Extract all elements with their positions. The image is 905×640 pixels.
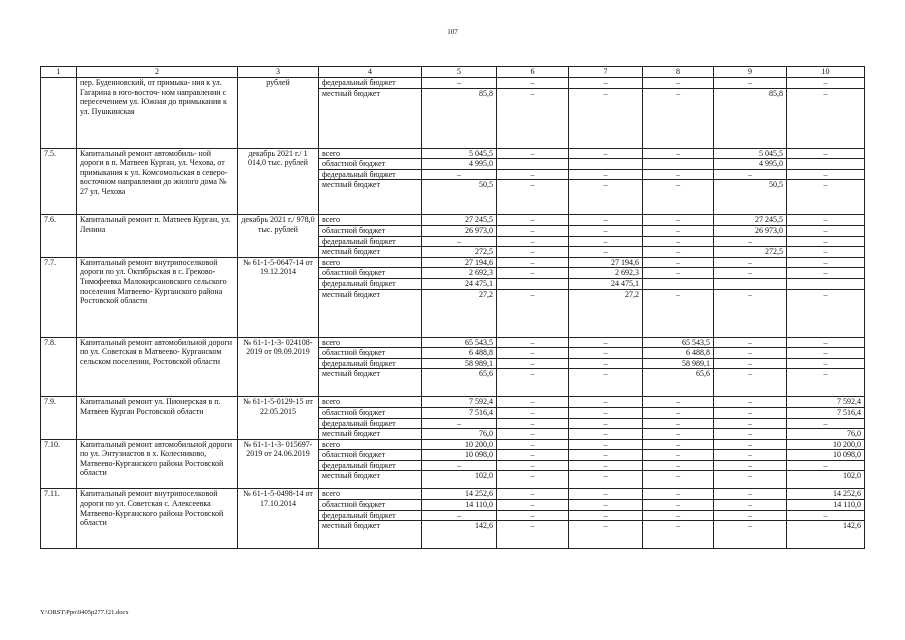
item-number: 7.7. [41,257,77,337]
amount-cell [643,278,714,289]
amount-cell: – [714,337,787,348]
amount-cell: 85,8 [422,88,497,148]
item-name: Капитальный ремонт внутрипоселковой дороги по ул. Советская с. Алексеевка Матвеево-Курганского района Ростовской области [77,489,238,549]
amount-cell: – [569,247,643,258]
document-info: декабрь 2021 г./ 1 014,0 тыс. рублей [238,148,319,215]
amount-cell: 102,0 [422,471,497,489]
amount-cell: – [643,180,714,215]
amount-cell [787,278,865,289]
amount-cell: 7 516,4 [422,407,497,418]
amount-cell: – [714,407,787,418]
amount-cell: – [569,439,643,450]
table-row [41,78,865,89]
amount-cell: – [497,289,569,337]
amount-cell: – [787,169,865,180]
amount-cell: 27 194,6 [569,257,643,268]
amount-cell: 14 252,6 [422,489,497,500]
amount-cell: 65 543,5 [422,337,497,348]
funding-source: местный бюджет [319,521,422,549]
funding-source: областной бюджет [319,348,422,359]
item-name: Капитальный ремонт автомобильной дороги по ул. Советская в Матвеево- Курганском сельском поселении, Ростовской области [77,337,238,397]
amount-cell: – [569,471,643,489]
amount-cell: – [787,369,865,397]
amount-cell: – [497,78,569,89]
column-number: 6 [497,67,569,78]
column-number: 7 [569,67,643,78]
funding-source: всего [319,257,422,268]
amount-cell: – [643,169,714,180]
amount-cell: – [714,450,787,461]
amount-cell: – [569,369,643,397]
funding-source: федеральный бюджет [319,460,422,471]
table-row [41,337,865,348]
amount-cell: – [643,225,714,236]
amount-cell: – [643,500,714,511]
amount-cell: – [714,236,787,247]
amount-cell: – [787,225,865,236]
document-info: № 61-1-1-3- 024108-2019 от 09.09.2019 [238,337,319,397]
amount-cell: – [569,521,643,549]
amount-cell: – [497,418,569,429]
amount-cell: – [569,358,643,369]
funding-source: областной бюджет [319,225,422,236]
column-header-row [41,67,865,78]
amount-cell: – [422,418,497,429]
amount-cell: – [643,148,714,159]
funding-source: федеральный бюджет [319,236,422,247]
amount-cell: – [497,257,569,268]
funding-source: всего [319,337,422,348]
document-info: рублей [238,78,319,149]
amount-cell: – [714,78,787,89]
amount-cell: – [422,510,497,521]
amount-cell: – [422,169,497,180]
table-row [41,148,865,159]
amount-cell: – [497,348,569,359]
amount-cell: 10 200,0 [787,439,865,450]
amount-cell: – [714,268,787,279]
table-row [41,397,865,408]
amount-cell: – [714,257,787,268]
funding-source: федеральный бюджет [319,358,422,369]
amount-cell: – [497,460,569,471]
amount-cell: – [714,289,787,337]
amount-cell: – [643,471,714,489]
amount-cell: 65 543,5 [643,337,714,348]
amount-cell: – [569,500,643,511]
page-number: 107 [447,28,458,36]
amount-cell: – [497,407,569,418]
amount-cell: – [643,289,714,337]
amount-cell: – [787,247,865,258]
amount-cell: – [497,236,569,247]
amount-cell: – [714,471,787,489]
funding-source: всего [319,215,422,226]
amount-cell: 2 692,3 [422,268,497,279]
amount-cell: – [497,180,569,215]
amount-cell: – [497,429,569,440]
amount-cell: – [714,429,787,440]
amount-cell: – [787,180,865,215]
amount-cell: – [497,88,569,148]
document-info: декабрь 2021 г./ 978,0 тыс. рублей [238,215,319,257]
amount-cell: 26 973,0 [714,225,787,236]
amount-cell: 4 995,0 [422,159,497,170]
amount-cell: 142,6 [787,521,865,549]
item-number: 7.6. [41,215,77,257]
item-name: Капитальный ремонт п. Матвеев Курган, ул. Ленина [77,215,238,257]
amount-cell: 58 989,1 [422,358,497,369]
column-number: 3 [238,67,319,78]
amount-cell: – [643,460,714,471]
funding-source: местный бюджет [319,471,422,489]
amount-cell: – [569,450,643,461]
amount-cell: – [569,489,643,500]
amount-cell: 6 488,8 [422,348,497,359]
funding-source: областной бюджет [319,268,422,279]
funding-source: местный бюджет [319,88,422,148]
column-number: 9 [714,67,787,78]
amount-cell: – [569,215,643,226]
amount-cell: – [714,460,787,471]
funding-source: областной бюджет [319,159,422,170]
amount-cell: – [714,439,787,450]
amount-cell: – [497,450,569,461]
document-info: № 61-1-5-0498-14 от 17.10.2014 [238,489,319,549]
funding-source: федеральный бюджет [319,510,422,521]
file-path-footer: Y:\ORST\Ppo\0405p277.f21.docx [40,609,129,616]
amount-cell: 142,6 [422,521,497,549]
amount-cell: 76,0 [422,429,497,440]
amount-cell: 50,5 [714,180,787,215]
amount-cell: 2 692,3 [569,268,643,279]
amount-cell: 7 516,4 [787,407,865,418]
amount-cell [497,159,569,170]
amount-cell: 24 475,1 [569,278,643,289]
amount-cell: 27 194,6 [422,257,497,268]
amount-cell: – [643,439,714,450]
amount-cell: – [787,510,865,521]
amount-cell [569,159,643,170]
amount-cell: – [497,225,569,236]
amount-cell: 27,2 [569,289,643,337]
amount-cell: 5 045,5 [422,148,497,159]
table-row [41,215,865,226]
amount-cell: 4 995,0 [714,159,787,170]
amount-cell: 27,2 [422,289,497,337]
document-info: № 61-1-5-0647-14 от 19.12.2014 [238,257,319,337]
amount-cell: – [497,215,569,226]
amount-cell: – [787,358,865,369]
amount-cell: – [569,148,643,159]
table-row [41,439,865,450]
amount-cell: – [714,489,787,500]
amount-cell: – [497,337,569,348]
amount-cell: – [497,510,569,521]
amount-cell: – [497,169,569,180]
amount-cell: 27 245,5 [422,215,497,226]
funding-source: областной бюджет [319,407,422,418]
amount-cell: – [787,236,865,247]
funding-source: федеральный бюджет [319,169,422,180]
amount-cell: – [422,236,497,247]
item-name: Капитальный ремонт автомобильной дороги по ул. Энтузиастов в х. Колесниково, Матвеево-Курганского района Ростовской области [77,439,238,489]
amount-cell: – [643,429,714,440]
amount-cell: – [643,215,714,226]
amount-cell: 272,5 [422,247,497,258]
table-row [41,489,865,500]
amount-cell: – [569,337,643,348]
amount-cell: 10 098,0 [422,450,497,461]
funding-source: местный бюджет [319,429,422,440]
amount-cell: – [643,247,714,258]
amount-cell: 27 245,5 [714,215,787,226]
item-name: Капитальный ремонт автомобиль- ной дороги в п. Матвеев Курган, ул. Чехова, от примыкания к ул. Комсомольская в северо- восточном направлении до жилого дома № 27 ул. Чехова [77,148,238,215]
column-number: 10 [787,67,865,78]
amount-cell: – [497,268,569,279]
amount-cell: – [714,169,787,180]
amount-cell: – [787,78,865,89]
amount-cell: – [497,521,569,549]
amount-cell: 14 110,0 [422,500,497,511]
amount-cell: – [497,489,569,500]
funding-source: федеральный бюджет [319,78,422,89]
amount-cell: – [787,215,865,226]
amount-cell: – [714,500,787,511]
item-number: 7.11. [41,489,77,549]
amount-cell: – [714,521,787,549]
amount-cell: 6 488,8 [643,348,714,359]
amount-cell: 50,5 [422,180,497,215]
item-number: 7.9. [41,397,77,439]
column-number: 5 [422,67,497,78]
amount-cell: – [497,358,569,369]
amount-cell [497,278,569,289]
funding-source: всего [319,148,422,159]
amount-cell: – [643,510,714,521]
amount-cell: – [569,236,643,247]
funding-source: местный бюджет [319,289,422,337]
amount-cell: – [643,397,714,408]
amount-cell: 7 592,4 [787,397,865,408]
amount-cell: 14 110,0 [787,500,865,511]
amount-cell: – [497,369,569,397]
amount-cell: – [787,337,865,348]
amount-cell: 5 045,5 [714,148,787,159]
funding-source: местный бюджет [319,369,422,397]
amount-cell: – [569,169,643,180]
amount-cell: – [497,148,569,159]
column-number: 8 [643,67,714,78]
amount-cell: – [643,236,714,247]
table-row [41,257,865,268]
amount-cell: – [569,407,643,418]
amount-cell: 58 989,1 [643,358,714,369]
amount-cell: – [422,460,497,471]
budget-table [40,66,865,549]
item-name: Капитальный ремонт внутрипоселковой дороги по ул. Октябрьская в с. Греково- Тимофеевка Малокирсановского сельского поселения Матвеево- Курганского района Ростовской области [77,257,238,337]
amount-cell: – [643,268,714,279]
amount-cell: – [569,460,643,471]
column-number: 2 [77,67,238,78]
amount-cell: – [787,418,865,429]
column-number: 4 [319,67,422,78]
amount-cell: – [714,348,787,359]
amount-cell: – [643,521,714,549]
amount-cell: – [714,369,787,397]
amount-cell: – [569,397,643,408]
amount-cell: – [714,397,787,408]
amount-cell: – [569,225,643,236]
funding-source: федеральный бюджет [319,418,422,429]
amount-cell: – [569,510,643,521]
funding-source: всего [319,397,422,408]
amount-cell: – [787,348,865,359]
funding-source: местный бюджет [319,180,422,215]
amount-cell: – [497,500,569,511]
amount-cell: – [569,418,643,429]
amount-cell: 7 592,4 [422,397,497,408]
amount-cell: – [787,268,865,279]
amount-cell: – [569,88,643,148]
amount-cell: – [643,407,714,418]
item-name: Капитальный ремонт ул. Пионерская в п. Матвеев Курган Ростовской области [77,397,238,439]
item-name: пер. Буденновский, от примыка- ния к ул. Гагарина в юго-восточ- ном направлении с пересечением ул. Южная до примыкания к ул. Пушкинская [77,78,238,149]
amount-cell: – [643,78,714,89]
amount-cell: 14 252,6 [787,489,865,500]
amount-cell: 102,0 [787,471,865,489]
amount-cell: – [787,88,865,148]
item-number: 7.10. [41,439,77,489]
amount-cell: – [569,348,643,359]
amount-cell: 26 973,0 [422,225,497,236]
amount-cell: – [714,418,787,429]
amount-cell: 272,5 [714,247,787,258]
item-number: 7.8. [41,337,77,397]
document-info: № 61-1-5-0129-15 от 22.05.2015 [238,397,319,439]
amount-cell: – [643,88,714,148]
amount-cell: – [714,358,787,369]
amount-cell: – [787,257,865,268]
amount-cell: – [643,418,714,429]
amount-cell: – [497,471,569,489]
amount-cell: – [497,439,569,450]
amount-cell: 65,6 [643,369,714,397]
funding-source: федеральный бюджет [319,278,422,289]
funding-source: областной бюджет [319,450,422,461]
column-number: 1 [41,67,77,78]
funding-source: всего [319,489,422,500]
document-info: № 61-1-1-3- 015697-2019 от 24.06.2019 [238,439,319,489]
amount-cell: – [497,247,569,258]
amount-cell: – [569,78,643,89]
amount-cell: – [422,78,497,89]
amount-cell: – [569,180,643,215]
item-number [41,78,77,149]
funding-source: всего [319,439,422,450]
item-number: 7.5. [41,148,77,215]
amount-cell: – [787,289,865,337]
amount-cell: 10 098,0 [787,450,865,461]
amount-cell: – [714,510,787,521]
amount-cell: – [569,429,643,440]
amount-cell: – [643,450,714,461]
amount-cell: 85,8 [714,88,787,148]
amount-cell [787,159,865,170]
funding-source: областной бюджет [319,500,422,511]
amount-cell: 10 200,0 [422,439,497,450]
funding-source: местный бюджет [319,247,422,258]
amount-cell: – [787,460,865,471]
amount-cell: – [787,148,865,159]
amount-cell [714,278,787,289]
amount-cell: 76,0 [787,429,865,440]
amount-cell: – [643,489,714,500]
amount-cell [643,159,714,170]
amount-cell: 24 475,1 [422,278,497,289]
amount-cell: 65,6 [422,369,497,397]
amount-cell: – [497,397,569,408]
amount-cell: – [643,257,714,268]
